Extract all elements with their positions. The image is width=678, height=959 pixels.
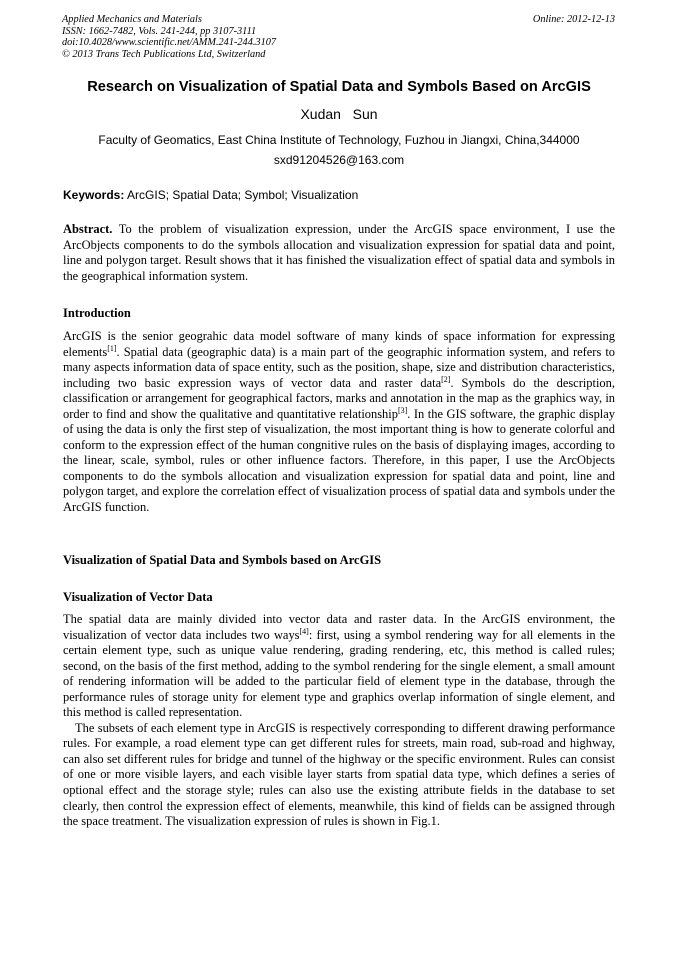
keywords [63,188,616,202]
author-name: Xudan Sun [300,106,378,122]
intro-text-1: ArcGIS is the senior geograhic data model software of many kinds of space information for expressing elements [63,329,615,359]
online-date: Online: 2012-12-13 [532,14,615,25]
copyright-line: © 2013 Trans Tech Publications Ltd, Switzerland [62,48,266,60]
citation-ref-4: [4] [299,626,309,636]
author-email: sxd91204526@163.com [273,153,405,167]
abstract [63,222,615,284]
subsection-heading: Visualization of Vector Data [63,590,213,604]
section-heading: Visualization of Spatial Data and Symbols based on ArcGIS [63,553,382,567]
issn-line: ISSN: 1662-7482, Vols. 241-244, pp 3107-3111 [62,25,257,37]
citation-ref-2: [2] [441,374,451,384]
keywords-label: Keywords: [63,188,125,202]
vector-data-section [63,612,615,830]
journal-header [62,14,615,60]
intro-text-2: . Spatial data (geographic data) is a main part of the geographic information system, and refers to many aspects information data of space entity, such as the position, shape, size and distribution characteristics, including two basic expression ways of vector data and raster data [63,344,615,390]
vector-text-1: The spatial data are mainly divided into vector data and raster data. In the ArcGIS environment, the visualization of vector data includes two ways [63,612,615,642]
vector-text-2: : first, using a symbol rendering way for all elements in the certain element type, such as unique value rendering, grading rendering, etc, this method is called rules; second, on the basis of the first method, adding to the symbol rendering for the single element, a small amount of rendering information will be added to the particular field of element type in the database, through the performance rules of storage unity for element type and graphics overlap information of single element, and this method is called representation. [63,627,615,720]
citation-ref-3: [3] [397,405,408,415]
citation-ref-1: [1] [107,343,117,353]
author-affiliation: Faculty of Geomatics, East China Institute of Technology, Fuzhou in Jiangxi, China,344000 [98,133,580,147]
keywords-text: ArcGIS; Spatial Data; Symbol; Visualization [127,188,359,202]
abstract-label: Abstract. [63,222,113,236]
doi-line: doi:10.4028/www.scientific.net/AMM.241-244.3107 [62,37,277,49]
introduction-paragraph [63,329,615,516]
introduction-heading: Introduction [63,306,131,320]
abstract-text: To the problem of visualization expression, under the ArcGIS space environment, I use the ArcObjects components to do the symbols allocation and visualization expression for spatial data and point, line and polygon target. Result shows that it has finished the visualization effect of spatial data and symbols in the geographical information system. [63,222,616,283]
paper-title: Research on Visualization of Spatial Data and Symbols Based on ArcGIS [87,79,591,95]
vector-paragraph-1 [63,612,615,721]
journal-name: Applied Mechanics and Materials [62,14,202,25]
intro-text-3: . Symbols do the description, classification or arrangement for geographical factors, marks and annotation in the map as the graphics way, in order to find and show the qualitative and quantitative relationship [63,375,615,421]
vector-paragraph-2: The subsets of each element type in ArcGIS is respectively corresponding to different drawing performance rules. For example, a road element type can get different rules for streets, main road, sub-road and highway, can also set different rules for bridge and tunnel of the highway or the specific environment. Rules can consist of one or more visible layers, and each visible layer starts from spatial data type, which defines a series of optional effect and the storage style; rules can also use the existing attribute fields in the database to set clearly, then control the expression effect of elements, meanwhile, this kind of fields can be assigned through the space treatment. The visualization expression of rules is shown in Fig.1. [63,720,615,829]
intro-text-4: . In the GIS software, the graphic display of using the data is only the first step of visualization, the most important thing is how to generate colorful and conform to the expression effect of the human congnitive rules on the basis of displaying images, according to the linear, scale, symbol, rules or other influence factors. Therefore, in this paper, I use the ArcObjects components to do the symbols allocation and visualization expression for spatial data and point, line and polygon target, and explore the correlation effect of visualization process of spatial data and symbols under the ArcGIS function. [63,406,615,515]
